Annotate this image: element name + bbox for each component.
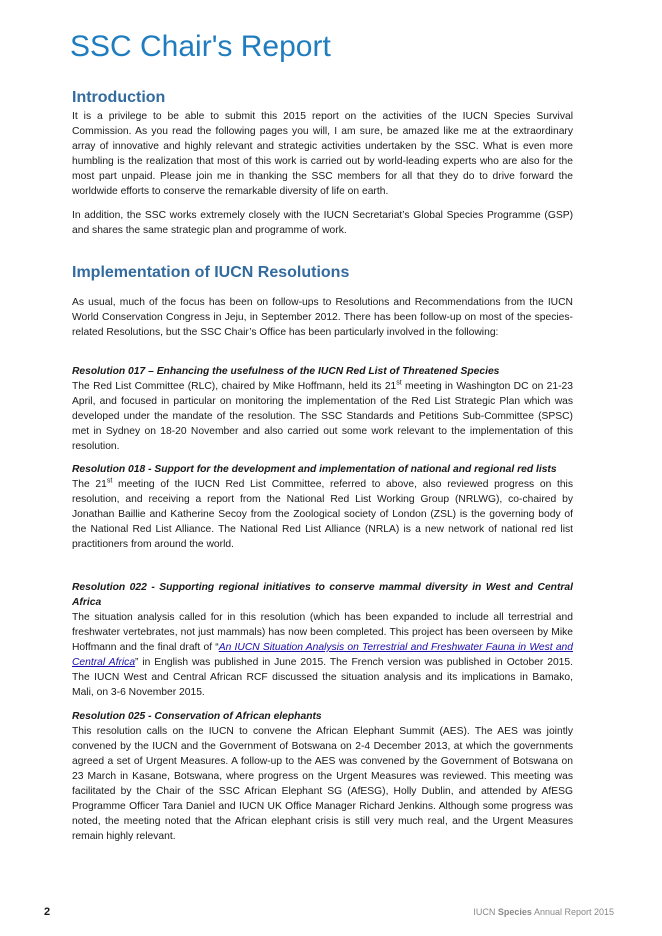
introduction-paragraph-2: In addition, the SSC works extremely closely with the IUCN Secretariat’s Global Species Programme (GSP) and shares the same strategic plan and programme of work. (72, 210, 573, 236)
introduction-paragraph-1: It is a privilege to be able to submit this 2015 report on the activities of the IUCN Species Survival Commission. As you read the following pages you will, I am sure, be amazed like me at the extraordinary array of innovative and highly relevant and strategic activities undertaken by the SSC. What is even more humbling is the realization that most of this work is carried out by world-leading experts who are also for the most part unpaid. Please join me in thanking the SSC members for all that they do to drive forward the worldwide efforts to conserve the remarkable diversity of life on earth. (72, 111, 573, 197)
resolution-022-section (72, 580, 573, 700)
implementation-paragraph: As usual, much of the focus has been on follow-ups to Resolutions and Recommendations from the IUCN World Conservation Congress in Jeju, in September 2012. There has been follow-up on most of the species-related Resolutions, but the SSC Chair’s Office has been particularly involved in the following: (72, 297, 573, 338)
introduction-heading: Introduction (72, 89, 166, 106)
resolution-017-heading: Resolution 017 – Enhancing the usefulness of the IUCN Red List of Threatened Species (72, 366, 500, 377)
resolution-017-body: The Red List Committee (RLC), chaired by Mike Hoffmann, held its 21st meeting in Washington DC on 21-23 April, and focused in particular on monitoring the implementation of the Red List Strategic Plan which was developed under the mandate of the resolution. The SSC Standards and Petitions Sub-Committee (SPSC) met in Sydney on 18-20 November and also carried out some work relevant to the implementation of this resolution. (72, 379, 573, 452)
page-number: 2 (44, 906, 51, 918)
footer-text: IUCN Species Annual Report 2015 (473, 907, 614, 917)
situation-analysis-link[interactable]: An IUCN Situation Analysis on Terrestrial and Freshwater Fauna in West and Central Africa (72, 642, 574, 668)
page-title: SSC Chair's Report (70, 30, 331, 63)
resolution-025-body: This resolution calls on the IUCN to convene the African Elephant Summit (AES). The AES was jointly convened by the IUCN and the Government of Botswana on 2-4 December 2013, at which the governments agreed a set of Urgent Measures. A follow-up to the AES was convened by the Government of Botswana on 23 March in Kasane, Botswana, where progress on the Urgent Measures was reviewed. This meeting was facilitated by the Chair of the SSC African Elephant SG (AfESG), Holly Dublin, and attended by AfESG Programme Officer Tara Daniel and IUCN UK Office Manager Richard Jenkins. Although some progress was noted, the meeting noted that the African elephant crisis is still very much real, and the Urgent Measures remain highly relevant. (72, 726, 573, 842)
resolution-018-heading: Resolution 018 - Support for the development and implementation of national and regional red lists (72, 464, 557, 475)
resolution-017-section (72, 364, 573, 454)
resolution-022-body: The situation analysis called for in this resolution (which has been expanded to include all terrestrial and freshwater vertebrates, not just mammals) has now been completed. This project has been overseen by Mike Hoffmann and the final draft of “An IUCN Situation Analysis on Terrestrial and Freshwater Fauna in West and Central Africa” in English was published in June 2015. The French version was published in October 2015. The IUCN West and Central African RCF discussed the situation analysis and its implications in Bamako, Mali, on 3-6 November 2015. (72, 612, 574, 698)
resolution-025-section (72, 709, 573, 844)
resolution-018-section (72, 462, 573, 552)
resolution-025-heading: Resolution 025 - Conservation of African elephants (72, 711, 322, 722)
resolution-022-heading: Resolution 022 - Supporting regional initiatives to conserve mammal diversity in West and Central Africa (72, 582, 573, 608)
implementation-heading: Implementation of IUCN Resolutions (72, 264, 350, 281)
resolution-018-body: The 21st meeting of the IUCN Red List Committee, referred to above, also reviewed progress on this resolution, and receiving a report from the National Red List Working Group (NRLWG), co-chaired by Jonathan Baillie and Katherine Secoy from the Zoological society of London (ZSL) is the governing body of the National Red List Alliance. The National Red List Alliance (NRLA) is a new network of national red list practitioners from around the world. (72, 477, 573, 550)
